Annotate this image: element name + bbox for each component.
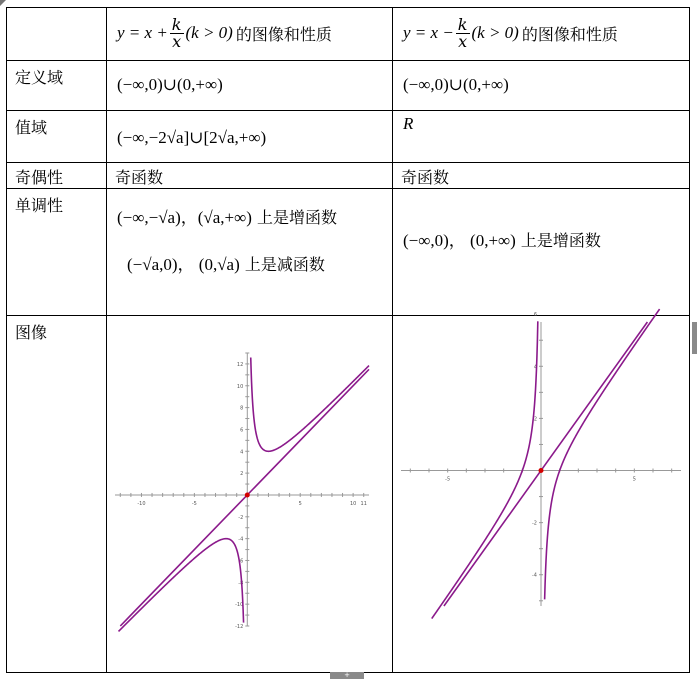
domain-label: 定义域	[7, 61, 107, 111]
monotonic-func1-interval1: (−∞,−√a)，(√a,+∞)	[117, 208, 252, 227]
add-row-button[interactable]: +	[330, 672, 364, 679]
x-tick-label: -10	[137, 500, 146, 507]
x-tick-label: 5	[298, 500, 302, 507]
func2-title-suffix: 的图像和性质	[521, 24, 618, 44]
properties-table	[6, 7, 690, 673]
table-move-handle-icon[interactable]	[0, 0, 6, 6]
monotonic-func2-line	[393, 189, 689, 251]
plot-func2	[393, 312, 689, 671]
parity-func2-cell	[393, 163, 690, 189]
x-tick-label: -5	[445, 476, 451, 483]
monotonic-func1-line2	[107, 228, 392, 275]
func2-denominator: x	[458, 31, 468, 51]
y-tick-label: 2	[240, 471, 244, 478]
parity-label: 奇偶性	[7, 163, 107, 189]
y-tick-label: 12	[236, 361, 244, 368]
monotonic-func1-line1	[107, 189, 392, 228]
parity-row	[7, 163, 690, 189]
header-row	[7, 8, 690, 61]
monotonic-func1-increasing-text: 上是增函数	[257, 208, 338, 227]
y-tick-label: 10	[236, 383, 244, 390]
range-row	[7, 111, 690, 163]
monotonic-func2-increasing-text: 上是增函数	[520, 231, 601, 250]
func2-fraction	[456, 14, 470, 51]
x-tick-label: 10	[349, 500, 357, 507]
monotonic-func2-cell	[393, 189, 690, 319]
func1-condition: (k > 0)	[185, 23, 233, 42]
func1-numerator: k	[171, 14, 182, 34]
y-tick-label: 4	[240, 449, 244, 456]
asymptote-line	[120, 369, 369, 626]
range-func1-cell	[107, 111, 393, 163]
y-tick-label: 8	[240, 405, 244, 412]
func1-denominator: x	[172, 31, 182, 51]
monotonic-func1-interval2: (−√a,0)， (0,√a)	[127, 255, 240, 274]
monotonic-row	[7, 189, 690, 316]
domain-row	[7, 61, 690, 111]
header-empty-cell	[7, 8, 107, 61]
curve-branch-left	[119, 536, 244, 632]
origin-point	[245, 492, 250, 497]
monotonic-func1-decreasing-text: 上是减函数	[244, 255, 325, 274]
monotonic-func2-interval: (−∞,0)， (0,+∞)	[403, 231, 516, 250]
func1-title-suffix: 的图像和性质	[235, 24, 332, 44]
domain-func2-cell	[393, 61, 690, 111]
x-tick-label: 5	[632, 476, 636, 483]
domain-func2-value: (−∞,0)∪(0,+∞)	[403, 75, 509, 94]
func2-lhs: y = x −	[403, 23, 454, 42]
domain-func1-cell	[107, 61, 393, 111]
graph-func1-cell	[107, 316, 393, 673]
range-func2-value: R	[403, 114, 414, 133]
func1-lhs: y = x +	[117, 23, 168, 42]
graph-label: 图像	[7, 316, 107, 673]
y-tick-label: -10	[235, 602, 244, 609]
range-func2-cell	[393, 111, 690, 163]
parity-func1-cell	[107, 163, 393, 189]
plot-func1	[107, 316, 392, 671]
parity-func1-value: 奇函数	[115, 168, 164, 187]
monotonic-func1-cell	[107, 189, 393, 316]
origin-point	[539, 468, 544, 473]
y-tick-label: -6	[238, 558, 244, 565]
parity-func2-value: 奇函数	[401, 168, 450, 187]
y-tick-label: -4	[238, 536, 244, 543]
graph-func2-cell	[393, 312, 690, 673]
y-tick-label: -2	[238, 514, 244, 521]
y-tick-label: 6	[240, 427, 244, 434]
domain-func1-value: (−∞,0)∪(0,+∞)	[117, 75, 223, 94]
y-tick-label: 6	[533, 312, 537, 319]
range-label: 值域	[7, 111, 107, 163]
curve-branch-right	[251, 357, 369, 451]
x-tick-label: -5	[191, 500, 197, 507]
y-tick-label: -8	[238, 580, 244, 587]
monotonic-label: 单调性	[7, 189, 107, 316]
y-tick-label: -2	[532, 520, 537, 527]
func2-numerator: k	[457, 14, 468, 34]
func1-fraction	[170, 14, 184, 51]
range-func1-value: (−∞,−2√a]∪[2√a,+∞)	[117, 127, 267, 147]
y-tick-label: 2	[533, 416, 537, 423]
func2-condition: (k > 0)	[471, 23, 519, 42]
y-tick-label: -4	[532, 572, 537, 579]
x-tick-label: 11	[360, 500, 367, 507]
graph-row	[7, 316, 690, 673]
y-tick-label: 4	[533, 364, 537, 371]
header-func1	[107, 8, 393, 61]
curve-branch-right	[545, 309, 660, 599]
resize-side-handle[interactable]	[692, 322, 697, 354]
y-tick-label: -12	[235, 624, 244, 630]
header-func2	[393, 8, 690, 61]
